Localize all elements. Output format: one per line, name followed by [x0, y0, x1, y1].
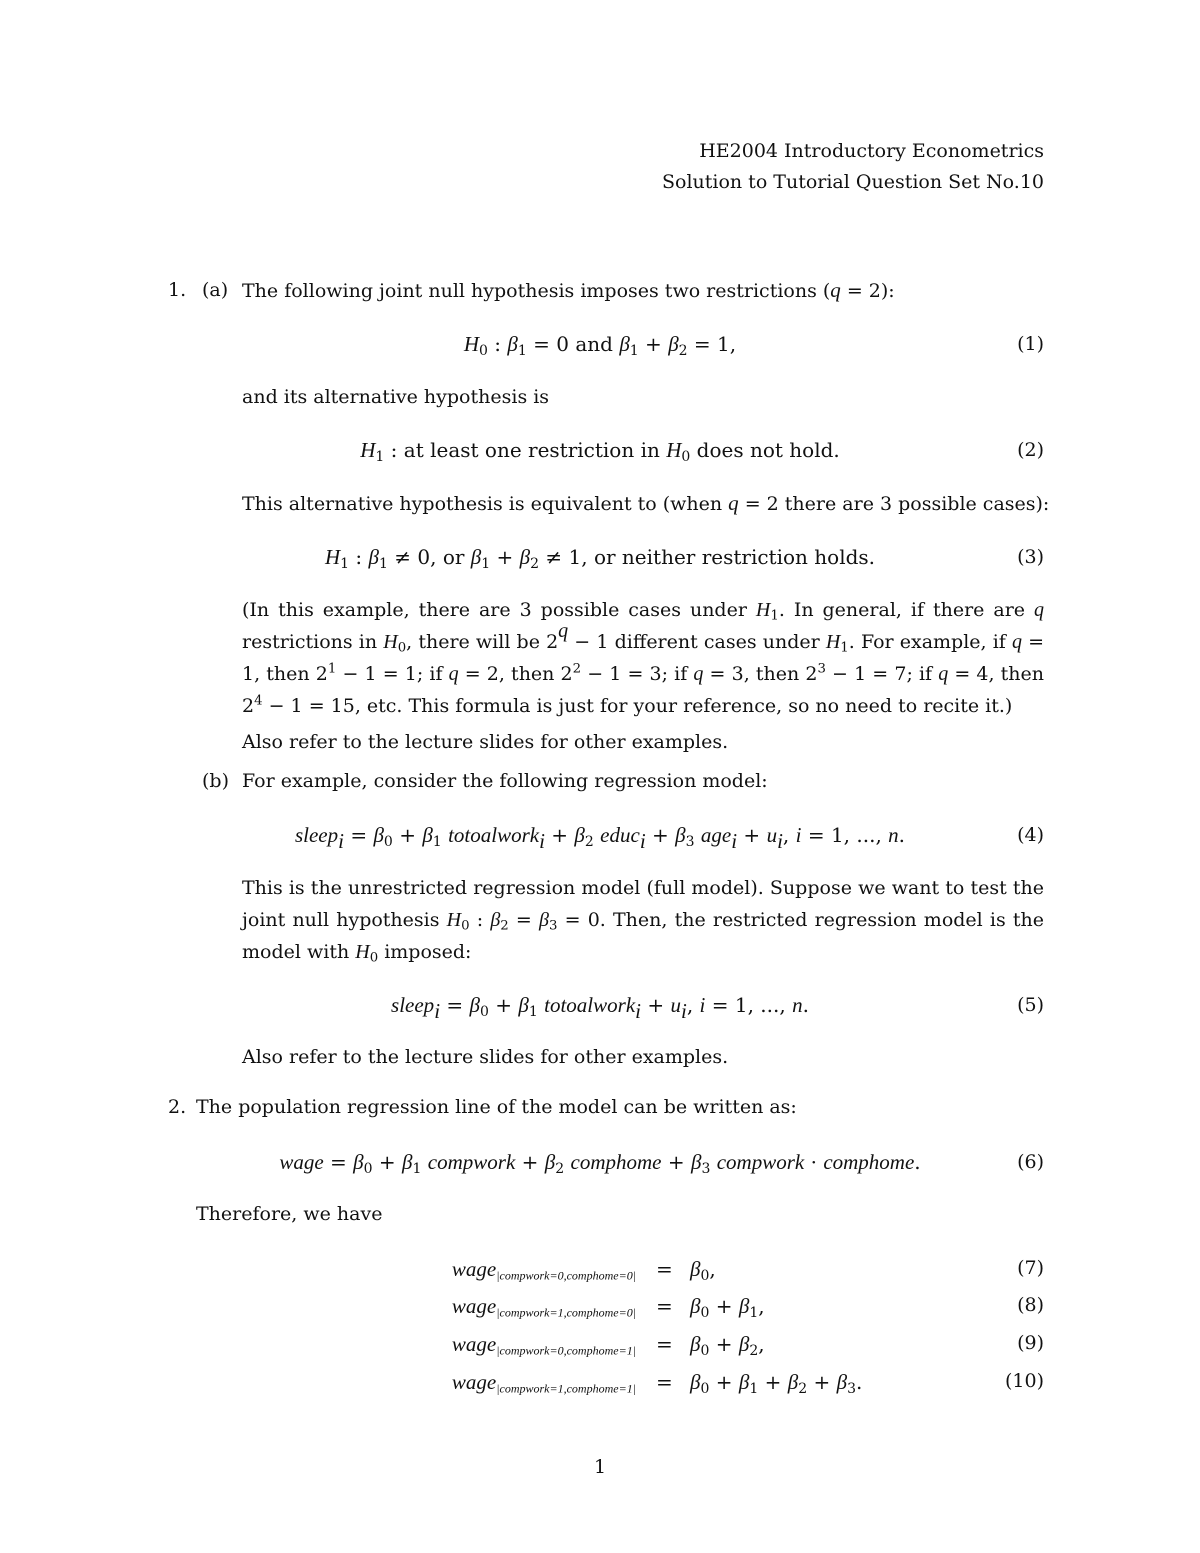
- wage-condition-rhs: $\beta_0$,: [690, 1257, 716, 1284]
- wage-condition-rhs: $\beta_0 + \beta_1$,: [690, 1294, 765, 1321]
- equation-6-number: (6): [1017, 1151, 1044, 1173]
- equation-4-number: (4): [1017, 824, 1044, 846]
- equation-2-number: (2): [1017, 439, 1044, 461]
- equals-sign: =: [656, 1257, 673, 1281]
- wage-condition-lhs: wage$_{|compwork=0,comphome=1|}$: [451, 1332, 636, 1358]
- part-a-label: (a): [202, 279, 229, 301]
- part-a-intro: The following joint null hypothesis imposes two restrictions (q = 2):: [242, 278, 895, 302]
- equation-number: (10): [1004, 1370, 1044, 1392]
- equivalence-intro: This alternative hypothesis is equivalent to (when q = 2 there are 3 possible cases):: [242, 491, 1050, 515]
- therefore-text: Therefore, we have: [196, 1203, 383, 1225]
- wage-condition-lhs: wage$_{|compwork=1,comphome=0|}$: [451, 1294, 636, 1320]
- question-2-intro: The population regression line of the model can be written as:: [196, 1096, 797, 1118]
- wage-condition-rhs: $\beta_0 + \beta_1 + \beta_2 + \beta_3$.: [690, 1370, 863, 1397]
- wage-condition-lhs: wage$_{|compwork=1,comphome=1|}$: [451, 1370, 636, 1396]
- equals-sign: =: [656, 1332, 673, 1356]
- part-b-reference: Also refer to the lecture slides for other examples.: [242, 1046, 729, 1068]
- question-2-number: 2.: [168, 1096, 187, 1118]
- equation-number: (9): [1017, 1332, 1044, 1354]
- equation-3-number: (3): [1017, 546, 1044, 568]
- document-subtitle: Solution to Tutorial Question Set No.10: [661, 171, 1044, 193]
- equation-1: $H_0$ : $\beta_1 = 0$ and $\beta_1 + \beta_2 = 1$,: [463, 332, 737, 359]
- question-1-number: 1.: [168, 279, 187, 301]
- wage-condition-rhs: $\beta_0 + \beta_2$,: [690, 1332, 765, 1359]
- equation-3: $H_1$ : $\beta_1 \ne 0$, or $\beta_1 + \beta_2 \ne 1$, or neither restriction holds.: [324, 545, 876, 572]
- part-a-reference: Also refer to the lecture slides for other examples.: [242, 731, 729, 753]
- restricted-model-paragraph: This is the unrestricted regression model (full model). Suppose we want to test the joint null hypothesis $H_0$ : $\beta_2 = \beta_3 = 0$. Then, the restricted regression model is the model with $H_0$ imposed:: [242, 877, 1045, 966]
- wage-condition-subscript: |compwork=1,comphome=0|: [496, 1305, 636, 1320]
- wage-equation-row: [0, 1370, 1200, 1400]
- page-number: 1: [593, 1456, 607, 1478]
- equals-sign: =: [656, 1294, 673, 1318]
- equation-4: sleep$_i$ = $\beta_0 + \beta_1$ totoalwork$_i$ + $\beta_2$ educ$_i$ + $\beta_3$ $age_i + u_i$, i = 1, ..., n.: [294, 823, 906, 853]
- course-title: HE2004 Introductory Econometrics: [699, 140, 1044, 162]
- part-b-intro: For example, consider the following regression model:: [242, 770, 768, 792]
- equation-5-number: (5): [1017, 994, 1044, 1016]
- equation-2: $H_1$ : at least one restriction in $H_0$ does not hold.: [360, 438, 840, 465]
- equation-6: wage = $\beta_0 + \beta_1$ compwork + $\beta_2$ comphome + $\beta_3$ compwork · comphome.: [279, 1150, 921, 1177]
- equation-1-number: (1): [1017, 333, 1044, 355]
- general-cases-note: (In this example, there are 3 possible cases under $H_1$. In general, if there are q restrictions in $H_0$, there will be $2^q - 1$ different cases under $H_1$. For example, if q = 1, then $2^1 - 1 = 1$; if q = 2, then $2^2 - 1 = 3$; if q = 3, then $2^3 - 1 = 7$; if q = 4, then $2^4 - 1 = 15$, etc. This formula is just for your reference, so no need to recite it.): [242, 599, 1045, 717]
- wage-condition-subscript: |compwork=1,comphome=1|: [496, 1381, 636, 1396]
- alternative-intro: and its alternative hypothesis is: [242, 386, 550, 408]
- equals-sign: =: [656, 1370, 673, 1394]
- wage-condition-subscript: |compwork=0,comphome=1|: [496, 1343, 636, 1358]
- wage-equation-row: [0, 1257, 1200, 1287]
- equation-5: sleep$_i$ = $\beta_0 + \beta_1$ totoalwork$_i$ + $u_i$, i = 1, ..., n.: [391, 993, 809, 1023]
- wage-equation-row: [0, 1294, 1200, 1324]
- wage-condition-lhs: wage$_{|compwork=0,comphome=0|}$: [451, 1257, 636, 1283]
- wage-condition-subscript: |compwork=0,comphome=0|: [496, 1268, 636, 1283]
- part-b-label: (b): [202, 770, 229, 792]
- wage-equation-row: [0, 1332, 1200, 1362]
- equation-number: (8): [1017, 1294, 1044, 1316]
- equation-number: (7): [1017, 1257, 1044, 1279]
